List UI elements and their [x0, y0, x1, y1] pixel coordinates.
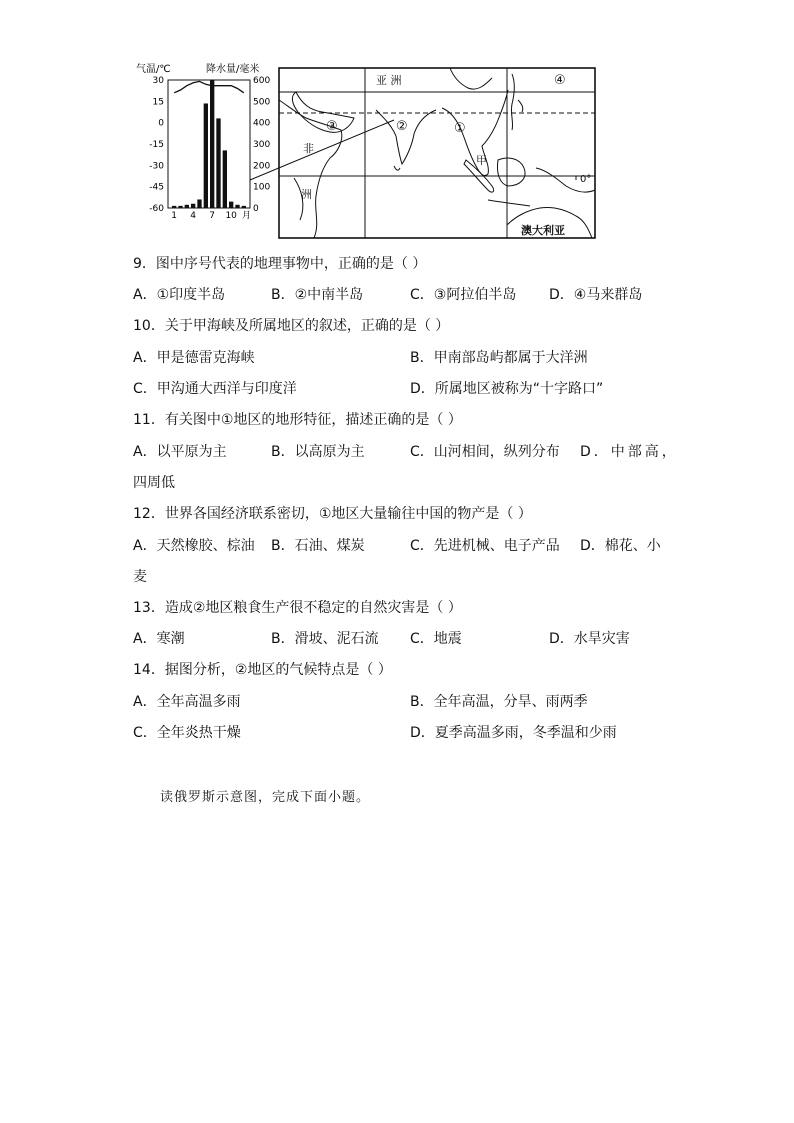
question-14-option-c: C．全年炎热干燥	[133, 725, 241, 741]
precip-bar	[223, 150, 227, 208]
question-10-option-a: A．甲是德雷克海峡	[133, 350, 255, 366]
figure	[136, 60, 600, 244]
question-12-option-d-continued: 麦	[133, 569, 147, 585]
temp-tick-label: -15	[149, 140, 164, 150]
marker-2: ②	[396, 119, 408, 134]
label-jia: 甲	[476, 154, 487, 167]
china-coast	[450, 68, 492, 89]
precip-bar	[210, 80, 214, 208]
question-12-option-d: D．棉花、小	[580, 538, 661, 554]
question-10-option-d: D．所属地区被称为“十字路口”	[410, 381, 604, 397]
question-9-stem: 9．图中序号代表的地理事物中，正确的是（ ）	[133, 256, 427, 272]
question-13-option-b: B．滑坡、泥石流	[271, 631, 379, 647]
borneo	[497, 158, 525, 186]
question-14-option-a: A．全年高温多雨	[133, 694, 241, 710]
question-14-option-b: B．全年高温，分旱、雨两季	[410, 694, 588, 710]
question-10-option-c: C．甲沟通大西洋与印度洋	[133, 381, 297, 397]
marker-1: ①	[454, 121, 466, 136]
question-11-option-c: C．山河相间，纵列分布	[410, 444, 560, 460]
question-10-stem: 10．关于甲海峡及所属地区的叙述，正确的是（ ）	[133, 318, 450, 334]
label-africa-top: 非	[303, 142, 314, 155]
question-12-option-a: A．天然橡胶、棕油	[133, 538, 255, 554]
chart-right-axis-title: 降水量/毫米	[206, 64, 260, 75]
month-tick-label: 7	[209, 211, 216, 221]
temp-tick-label: 0	[158, 118, 164, 129]
question-11-option-d: D．中部高，	[580, 444, 679, 460]
arabia-coast	[292, 92, 354, 132]
island	[518, 100, 523, 112]
precip-bar	[185, 205, 189, 208]
precip-tick-label: 500	[253, 97, 271, 108]
temp-tick-label: -60	[149, 204, 164, 214]
question-12-option-b: B．石油、煤炭	[271, 538, 365, 554]
question-9-option-c: C．③阿拉伯半岛	[410, 287, 517, 303]
month-tick-label: 10	[225, 211, 237, 221]
question-13-option-c: C．地震	[410, 631, 462, 647]
temp-tick-labels	[149, 76, 164, 214]
precip-tick-label: 100	[253, 182, 271, 193]
question-13-option-d: D．水旱灾害	[549, 631, 630, 647]
map	[279, 68, 595, 238]
precip-tick-label: 300	[253, 140, 271, 150]
chart-left-axis-title: 气温/℃	[136, 64, 171, 75]
marker-4: ④	[554, 73, 566, 88]
temp-tick-label: 30	[152, 76, 164, 86]
question-11-option-b: B．以高原为主	[271, 444, 365, 460]
month-tick-labels	[171, 211, 237, 221]
precip-bar	[242, 206, 246, 208]
precip-bar	[172, 206, 176, 208]
map-frame	[279, 68, 595, 238]
precip-tick-label: 0	[253, 204, 259, 214]
month-tick-label: 1	[171, 211, 178, 221]
precip-bar	[178, 206, 182, 208]
question-11-option-d-continued: 四周低	[133, 475, 175, 491]
question-13-stem: 13．造成②地区粮食生产很不稳定的自然灾害是（ ）	[133, 600, 462, 616]
figure-svg	[136, 60, 600, 244]
label-australia: 澳大利亚	[521, 224, 565, 237]
label-africa-bottom: 洲	[301, 188, 312, 201]
question-9-option-d: D．④马来群岛	[549, 287, 643, 303]
temp-tick-label: -45	[149, 182, 164, 193]
question-10-option-b: B．甲南部岛屿都属于大洋洲	[410, 350, 588, 366]
precip-bar	[216, 118, 220, 208]
precip-tick-label: 400	[253, 118, 271, 129]
label-equator: 0°	[580, 174, 592, 185]
question-13-option-a: A．寒潮	[133, 631, 185, 647]
month-tick-label: 4	[190, 211, 197, 221]
question-9-option-b: B．②中南半岛	[271, 287, 364, 303]
precip-tick-label: 200	[253, 161, 271, 172]
precip-bars	[172, 80, 246, 208]
question-14-option-d: D．夏季高温多雨，冬季温和少雨	[410, 725, 617, 741]
section-instruction: 读俄罗斯示意图，完成下面小题。	[160, 790, 371, 805]
precip-tick-labels	[253, 76, 270, 214]
sri-lanka	[394, 166, 400, 170]
question-11-stem: 11．有关图中①地区的地形特征，描述正确的是（ ）	[133, 412, 462, 428]
climate-chart	[136, 62, 394, 221]
question-14-stem: 14．据图分析，②地区的气候特点是（ ）	[133, 662, 392, 678]
label-asia: 亚 洲	[376, 74, 402, 87]
temp-tick-label: -30	[149, 161, 164, 172]
precip-bar	[229, 202, 233, 208]
island-arc	[511, 74, 514, 130]
precip-tick-label: 600	[253, 76, 271, 86]
month-unit: 月	[242, 211, 252, 221]
precip-bar	[235, 205, 239, 208]
question-11-option-a: A．以平原为主	[133, 444, 227, 460]
map-labels	[301, 73, 591, 237]
temp-tick-label: 15	[152, 97, 164, 108]
temperature-curve	[174, 81, 244, 92]
precip-bar	[197, 199, 201, 208]
precip-bar	[191, 204, 195, 208]
java	[488, 200, 530, 206]
precip-bar	[204, 103, 208, 208]
question-12-option-c: C．先进机械、电子产品	[410, 538, 560, 554]
marker-3: ③	[326, 119, 338, 134]
question-9-option-a: A．①印度半岛	[133, 287, 226, 303]
question-12-stem: 12．世界各国经济联系密切，①地区大量输往中国的物产是（ ）	[133, 506, 532, 522]
chart-frame	[168, 80, 250, 208]
